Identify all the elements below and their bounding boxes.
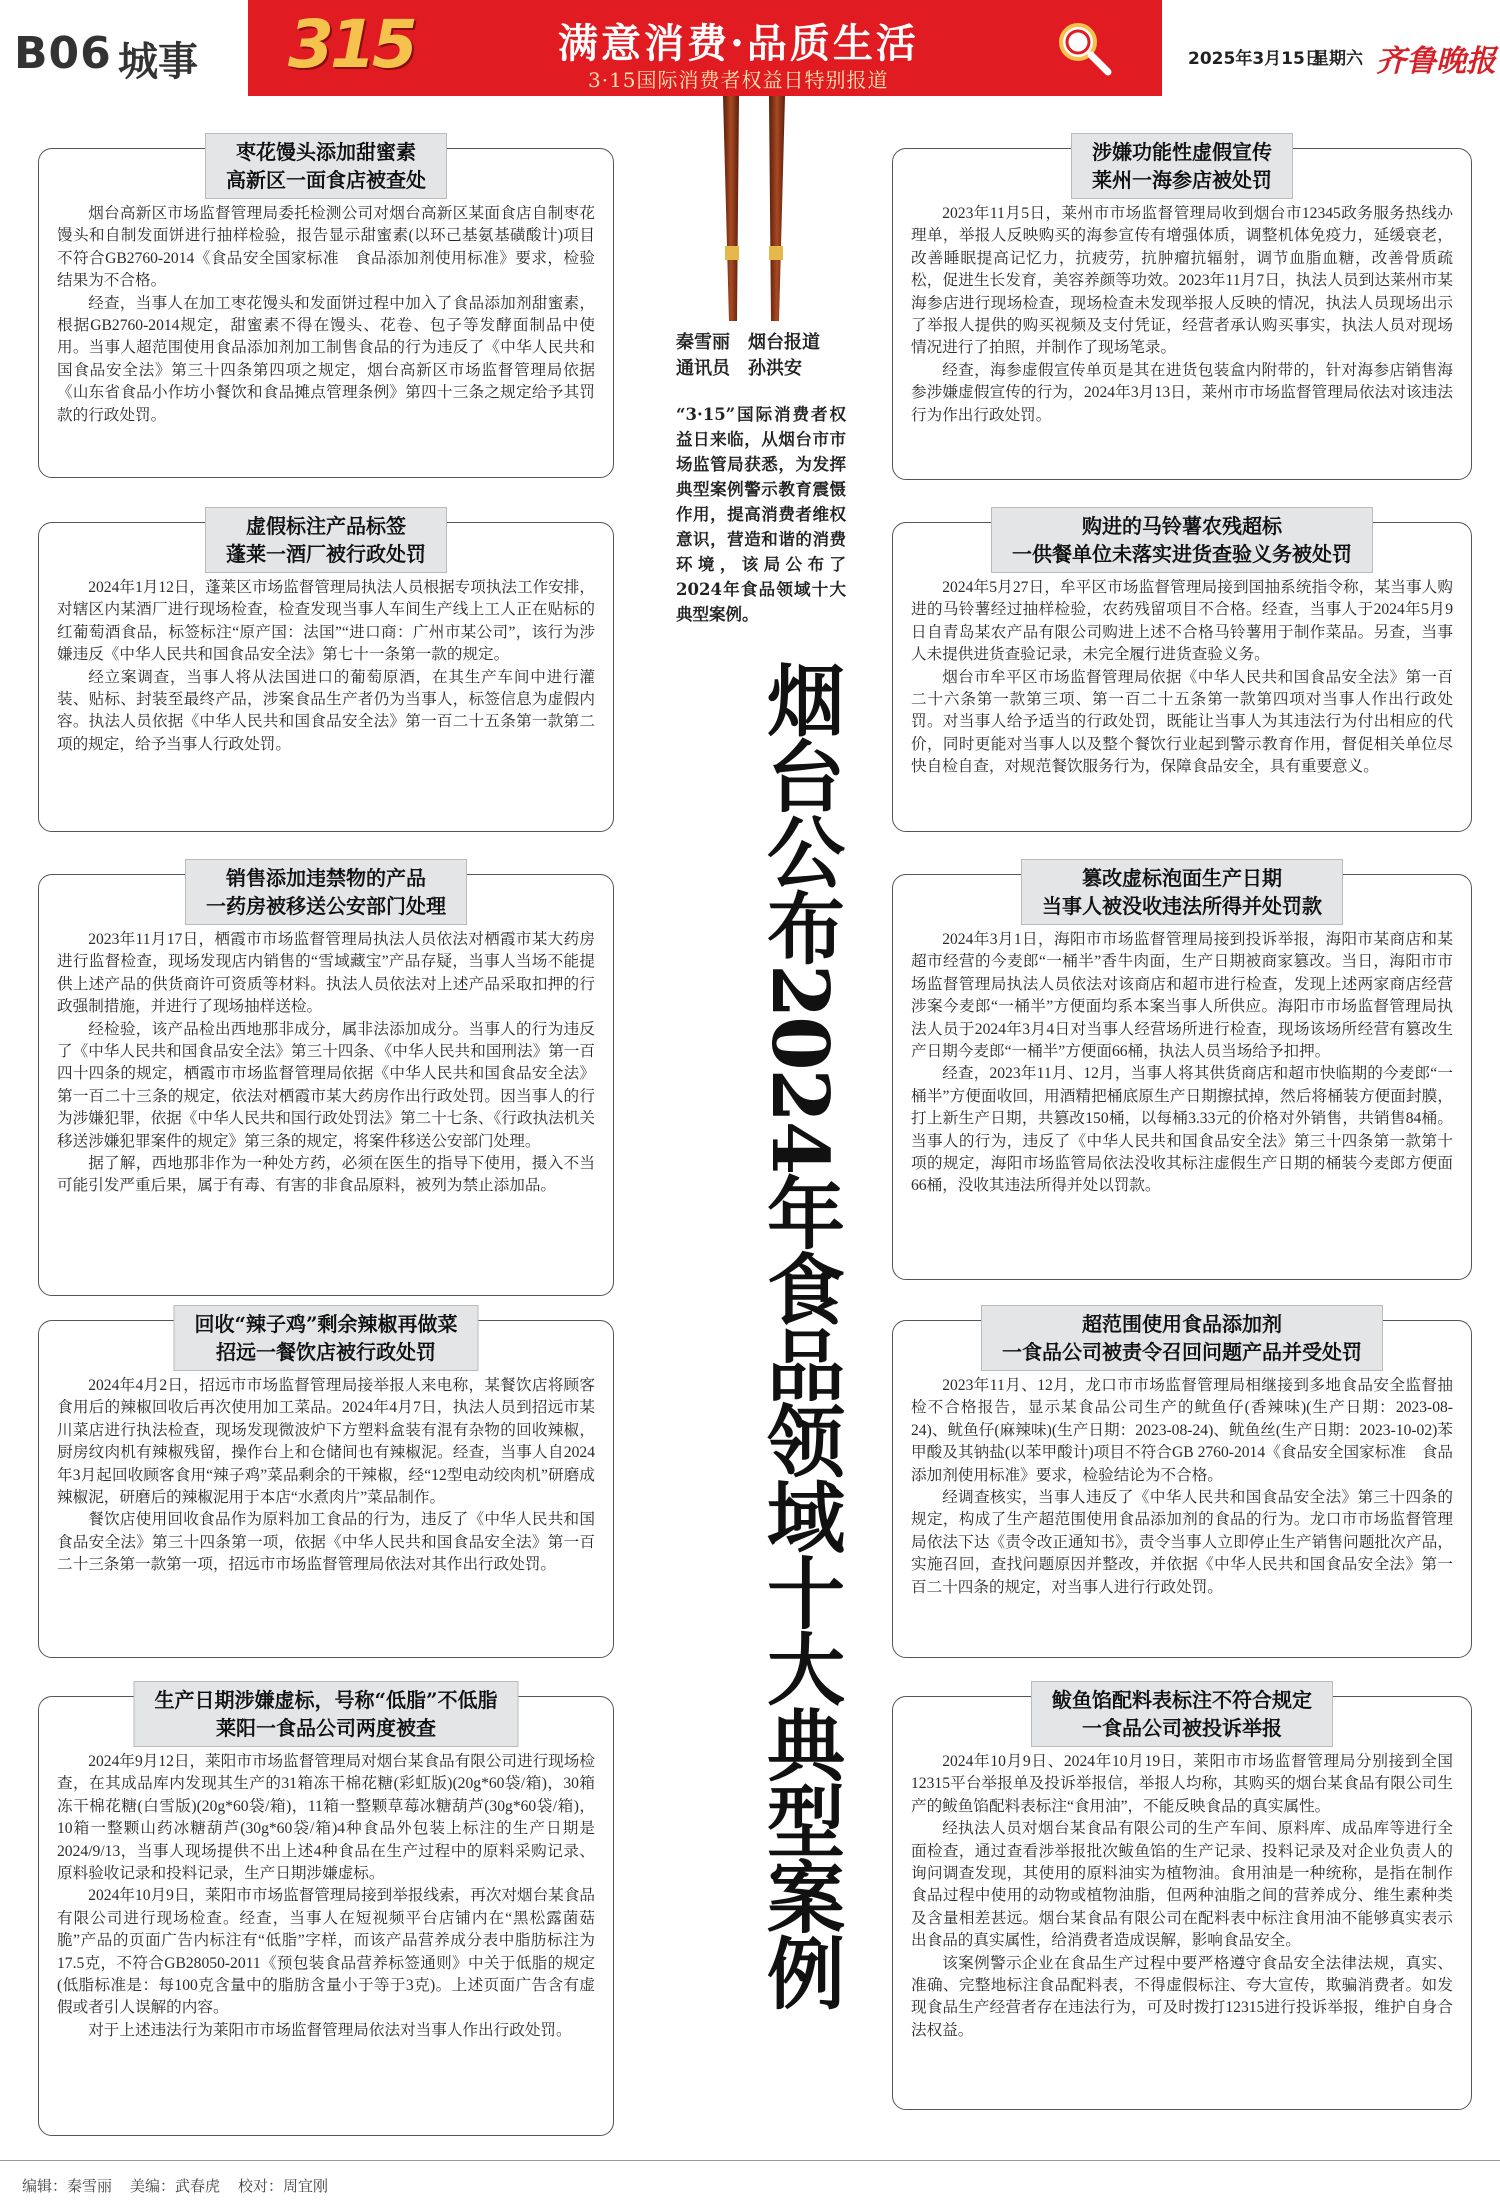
- case-title: 购进的马铃薯农残超标 一供餐单位未落实进货查验义务被处罚: [991, 507, 1373, 573]
- case-body: 2023年11月5日，莱州市市场监督管理局收到烟台市12345政务服务热线办理单，举报人反映购买的海参宣传有增强体质，调整机体免疫力，延缓衰老，改善睡眠提高记忆力，抗疲劳，抗肿瘤抗辐射，调节血脂血糖，改善骨质疏松，促进生长发育，美容养颜等功效。2023年11月7日，执法人员到达莱州市某海参店进行现场检查，现场检查未发现举报人反映的情况，执法人员现场出示了举报人提供的购买视频及支付凭证，经营者承认购买事实，执法人员对现场情况进行了拍照，并制作了现场笔录。 经查，海参虚假宣传单页是其在进货包装盒内附带的，针对海参店销售海参涉嫌虚假宣传的行为，2024年3月13日，莱州市市场监督管理局依法对该违法行为作出行政处罚。: [911, 205, 1453, 424]
- case-body: 2024年9月12日，莱阳市市场监督管理局对烟台某食品有限公司进行现场检查，在其成品库内发现其生产的31箱冻干棉花糖(彩虹版)(20g*60袋/箱)，30箱冻干棉花糖(白雪版)(20g*60袋/箱)，11箱一整颗草莓冰糖葫芦(30g*60袋/箱)，10箱一整颗山药冰糖葫芦(30g*60袋/箱)4种食品外包装上标注的生产日期是2024/9/13，当事人现场提供不出上述4种食品在生产过程中的原料采购记录、原料验收记录和投料记录，生产日期涉嫌虚标。 2024年10月9日，莱阳市市场监督管理局接到举报线索，再次对烟台某食品有限公司进行现场检查。经查，当事人在短视频平台店铺内在“黑松露菌菇脆”产品的页面广告内标注有“低脂”字样，而该产品营养成分表中脂肪标注为17.5克，不符合GB28050-2011《预包装食品营养标签通则》中关于低脂的规定(低脂标准是：每100克含量中的脂肪含量小于等于3克)。上述页面广告含有虚假或者引人误解的内容。 对于上述违法行为莱阳市市场监督管理局依法对当事人作出行政处罚。: [57, 1753, 595, 2039]
- footer-credits: [0, 2160, 1500, 2204]
- case-box: [892, 1312, 1472, 1658]
- editor-credit: 编辑：秦雪丽: [22, 2177, 113, 2195]
- case-title: 生产日期涉嫌虚标，号称“低脂”不低脂 莱阳一食品公司两度被查: [133, 1681, 518, 1747]
- case-title: 销售添加违禁物的产品 一药房被移送公安部门处理: [185, 859, 467, 925]
- case-box: [38, 514, 614, 832]
- banner-title: 满意消费·品质生活: [558, 20, 919, 67]
- case-box: [892, 866, 1472, 1280]
- banner-subtitle: 3·15国际消费者权益日特别报道: [588, 68, 889, 92]
- case-box: [38, 1312, 614, 1658]
- page-number: B06: [14, 28, 112, 79]
- case-body: 烟台高新区市场监督管理局委托检测公司对烟台高新区某面食店自制枣花馒头和自制发面饼进行抽样检验，报告显示甜蜜素(以环己基氨基磺酸计)项目不符合GB2760-2014《食品安全国家标准 食品添加剂使用标准》要求，检验结果为不合格。 经查，当事人在加工枣花馒头和发面饼过程中加入了食品添加剂甜蜜素，根据GB2760-2014规定，甜蜜素不得在馒头、花卷、包子等发酵面制品中使用。当事人超范围使用食品添加剂加工制售食品的行为违反了《中华人民共和国食品安全法》第三十四条第四项之规定，烟台高新区市场监督管理局依据《山东省食品小作坊小餐饮和食品摊点管理条例》第四十三条之规定给予其罚款的行政处罚。: [57, 205, 595, 424]
- case-body: 2024年10月9日、2024年10月19日，莱阳市市场监督管理局分别接到全国12315平台举报单及投诉举报信，举报人均称，其购买的烟台某食品有限公司生产的鲅鱼馅配料表标注“食用油”，不能反映食品的真实属性。 经执法人员对烟台某食品有限公司的生产车间、原料库、成品库等进行全面检查，通过查看涉举报批次鲅鱼馅的生产记录、投料记录及对企业负责人的询问调查发现，其使用的原料油实为植物油。食用油是一种统称，是指在制作食品过程中使用的动物或植物油脂，但两种油脂之间的营养成分、维生素种类及含量相差甚远。烟台某食品有限公司在配料表中标注食用油不能够真实表示出食品的真实属性，给消费者造成误解，影响食品安全。 该案例警示企业在食品生产过程中要严格遵守食品安全法律法规，真实、准确、完整地标注食品配料表，不得虚假标注、夸大宣传，欺骗消费者。如发现食品生产经营者存在违法行为，可及时拨打12315进行投诉举报，维护自身合法权益。: [911, 1753, 1453, 2039]
- issue-weekday: 星期六: [1312, 49, 1363, 69]
- intro-paragraph: “3·15”国际消费者权益日来临，从烟台市市场监管局获悉，为发挥典型案例警示教育震慑作用，提高消费者维权意识，营造和谐的消费环境，该局公布了2024年食品领域十大典型案例。: [676, 405, 846, 624]
- main-headline: 烟台公布2024年食品领域十大典型案例: [754, 660, 845, 2010]
- logo-315: 315: [288, 6, 414, 83]
- case-box: [892, 514, 1472, 832]
- proofreader-credit: 校对：周宜刚: [238, 2177, 329, 2195]
- case-title: 枣花馒头添加甜蜜素 高新区一面食店被查处: [205, 133, 447, 199]
- case-title: 虚假标注产品标签 蓬莱一酒厂被行政处罚: [205, 507, 447, 573]
- case-body: 2024年3月1日，海阳市市场监督管理局接到投诉举报，海阳市某商店和某超市经营的今麦郎“一桶半”香牛肉面，生产日期被商家篡改。当日，海阳市市场监督管理局执法人员依法对该商店和超市进行检查，发现上述两家商店经营涉案今麦郎“一桶半”方便面均系本案当事人所供应。海阳市市场监督管理局执法人员于2024年3月4日对当事人经营场所进行检查，现场该场所经营有篡改生产日期今麦郎“一桶半”方便面66桶，执法人员当场给予扣押。 经查，2023年11月、12月，当事人将其供货商店和超市快临期的今麦郎“一桶半”方便面收回，用酒精把桶底原生产日期擦拭掉，然后将桶装方便面封膜，打上新生产日期，共篡改150桶，以每桶3.33元的价格对外销售，共销售84桶。当事人的行为，违反了《中华人民共和国食品安全法》第三十四条第一款第十项的规定，海阳市场监管局依法没收其标注虚假生产日期的桶装今麦郎方便面66桶，没收其违法所得并处以罚款。: [911, 931, 1453, 1195]
- case-body: 2023年11月17日，栖霞市市场监督管理局执法人员依法对栖霞市某大药房进行监督检查，现场发现店内销售的“雪域藏宝”产品存疑，当事人当场不能提供上述产品的供货商许可资质等材料。执法人员依法对上述产品采取扣押的行政强制措施，并进行了现场抽样送检。 经检验，该产品检出西地那非成分，属非法添加成分。当事人的行为违反了《中华人民共和国食品安全法》第三十四条、《中华人民共和国刑法》第一百四十四条的规定，栖霞市市场监督管理局依据《中华人民共和国食品安全法》第一百二十三条的规定，依法对栖霞市某大药房作出行政处罚。因当事人的行为涉嫌犯罪，依据《中华人民共和国行政处罚法》第二十七条、《行政执法机关移送涉嫌犯罪案件的规定》第三条的规定，将案件移送公安部门处理。 据了解，西地那非作为一种处方药，必须在医生的指导下使用，摄入不当可能引发严重后果，属于有毒、有害的非食品原料，被列为禁止添加品。: [57, 931, 595, 1195]
- case-box: [38, 140, 614, 478]
- case-body: 2023年11月、12月，龙口市市场监督管理局相继接到多地食品安全监督抽检不合格报告，显示某食品公司生产的鱿鱼仔(香辣味)(生产日期：2023-08-24)、鱿鱼仔(麻辣味)(生产日期：2023-08-24)、鱿鱼丝(生产日期：2023-10-02)苯甲酸及其钠盐(以苯甲酸计)项目不符合GB 2760-2014《食品安全国家标准 食品添加剂使用标准》要求，检验结论为不合格。 经调查核实，当事人违反了《中华人民共和国食品安全法》第三十四条的规定，构成了生产超范围使用食品添加剂的食品的行为。龙口市市场监督管理局依法下达《责令改正通知书》，责令当事人立即停止生产销售问题批次产品，实施召回，查找问题原因并整改，并依据《中华人民共和国食品安全法》第一百二十四条的规定，对当事人进行行政处罚。: [911, 1377, 1453, 1596]
- issue-date: 2025年3月15日: [1188, 49, 1322, 69]
- case-body: 2024年1月12日，蓬莱区市场监督管理局执法人员根据专项执法工作安排，对辖区内某酒厂进行现场检查，检查发现当事人车间生产线上工人正在贴标的红葡萄酒食品，标签标注“原产国：法国”“进口商：广州市某公司”，该行为涉嫌违反《中华人民共和国食品安全法》第七十一条第一款的规定。 经立案调查，当事人将从法国进口的葡萄原酒，在其生产车间中进行灌装、贴标、封装至最终产品，涉案食品生产者仍为当事人，标签信息为虚假内容。执法人员依据《中华人民共和国食品安全法》第一百二十五条第一款第二项的规定，给予当事人行政处罚。: [57, 579, 595, 753]
- magnifier-icon: [1056, 20, 1112, 76]
- case-title: 回收“辣子鸡”剩余辣椒再做菜 招远一餐饮店被行政处罚: [173, 1305, 478, 1371]
- case-title: 超范围使用食品添加剂 一食品公司被责令召回问题产品并受处罚: [981, 1305, 1383, 1371]
- case-box: [892, 140, 1472, 480]
- case-title: 篡改虚标泡面生产日期 当事人被没收违法所得并处罚款: [1021, 859, 1343, 925]
- case-box: [38, 1688, 614, 2136]
- byline-reporter: 秦雪丽 烟台报道: [676, 332, 820, 353]
- byline-correspondent: 通讯员 孙洪安: [676, 358, 802, 379]
- case-body: 2024年5月27日，牟平区市场监督管理局接到国抽系统指令称，某当事人购进的马铃薯经过抽样检验，农药残留项目不合格。经查，当事人于2024年5月9日自青岛某农产品有限公司购进上述不合格马铃薯用于制作菜品。另查，当事人未提供进货查验记录，未完全履行进货查验义务。 烟台市牟平区市场监督管理局依据《中华人民共和国食品安全法》第一百二十六条第一款第三项、第一百二十五条第一款第四项对当事人作出行政处罚。对当事人给予适当的行政处罚，既能让当事人为其违法行为付出相应的代价，同时更能对当事人以及整个餐饮行业起到警示教育作用，督促相关单位尽快自检自查，对规范餐饮服务行为，保障食品安全，具有重要意义。: [911, 579, 1453, 776]
- newspaper-logo: 齐鲁晚报: [1376, 44, 1496, 79]
- special-banner: [248, 0, 1162, 96]
- case-title: 涉嫌功能性虚假宣传 莱州一海参店被处罚: [1071, 133, 1293, 199]
- case-box: [38, 866, 614, 1296]
- section-name: 城事: [118, 39, 198, 85]
- byline: [676, 330, 866, 382]
- case-body: 2024年4月2日，招远市市场监督管理局接举报人来电称，某餐饮店将顾客食用后的辣椒回收后再次使用加工菜品。2024年4月7日，执法人员到招远市某川菜店进行执法检查，现场发现微波炉下方塑料盒装有混有杂物的回收辣椒，厨房纹肉机有辣椒残留，操作台上和仓储间也有辣椒泥。经查，当事人自2024年3月起回收顾客食用“辣子鸡”菜品剩余的干辣椒，经“12型电动绞肉机”研磨成辣椒泥，研磨后的辣椒泥用于本店“水煮肉片”菜品制作。 餐饮店使用回收食品作为原料加工食品的行为，违反了《中华人民共和国食品安全法》第三十四条第一项，依据《中华人民共和国食品安全法》第一百二十三条第一款第一项，招远市市场监督管理局依法对其作出行政处罚。: [57, 1377, 595, 1574]
- art-editor-credit: 美编：武春虎: [130, 2177, 221, 2195]
- case-title: 鲅鱼馅配料表标注不符合规定 一食品公司被投诉举报: [1031, 1681, 1333, 1747]
- case-box: [892, 1688, 1472, 2110]
- chopsticks-icon: [705, 96, 805, 321]
